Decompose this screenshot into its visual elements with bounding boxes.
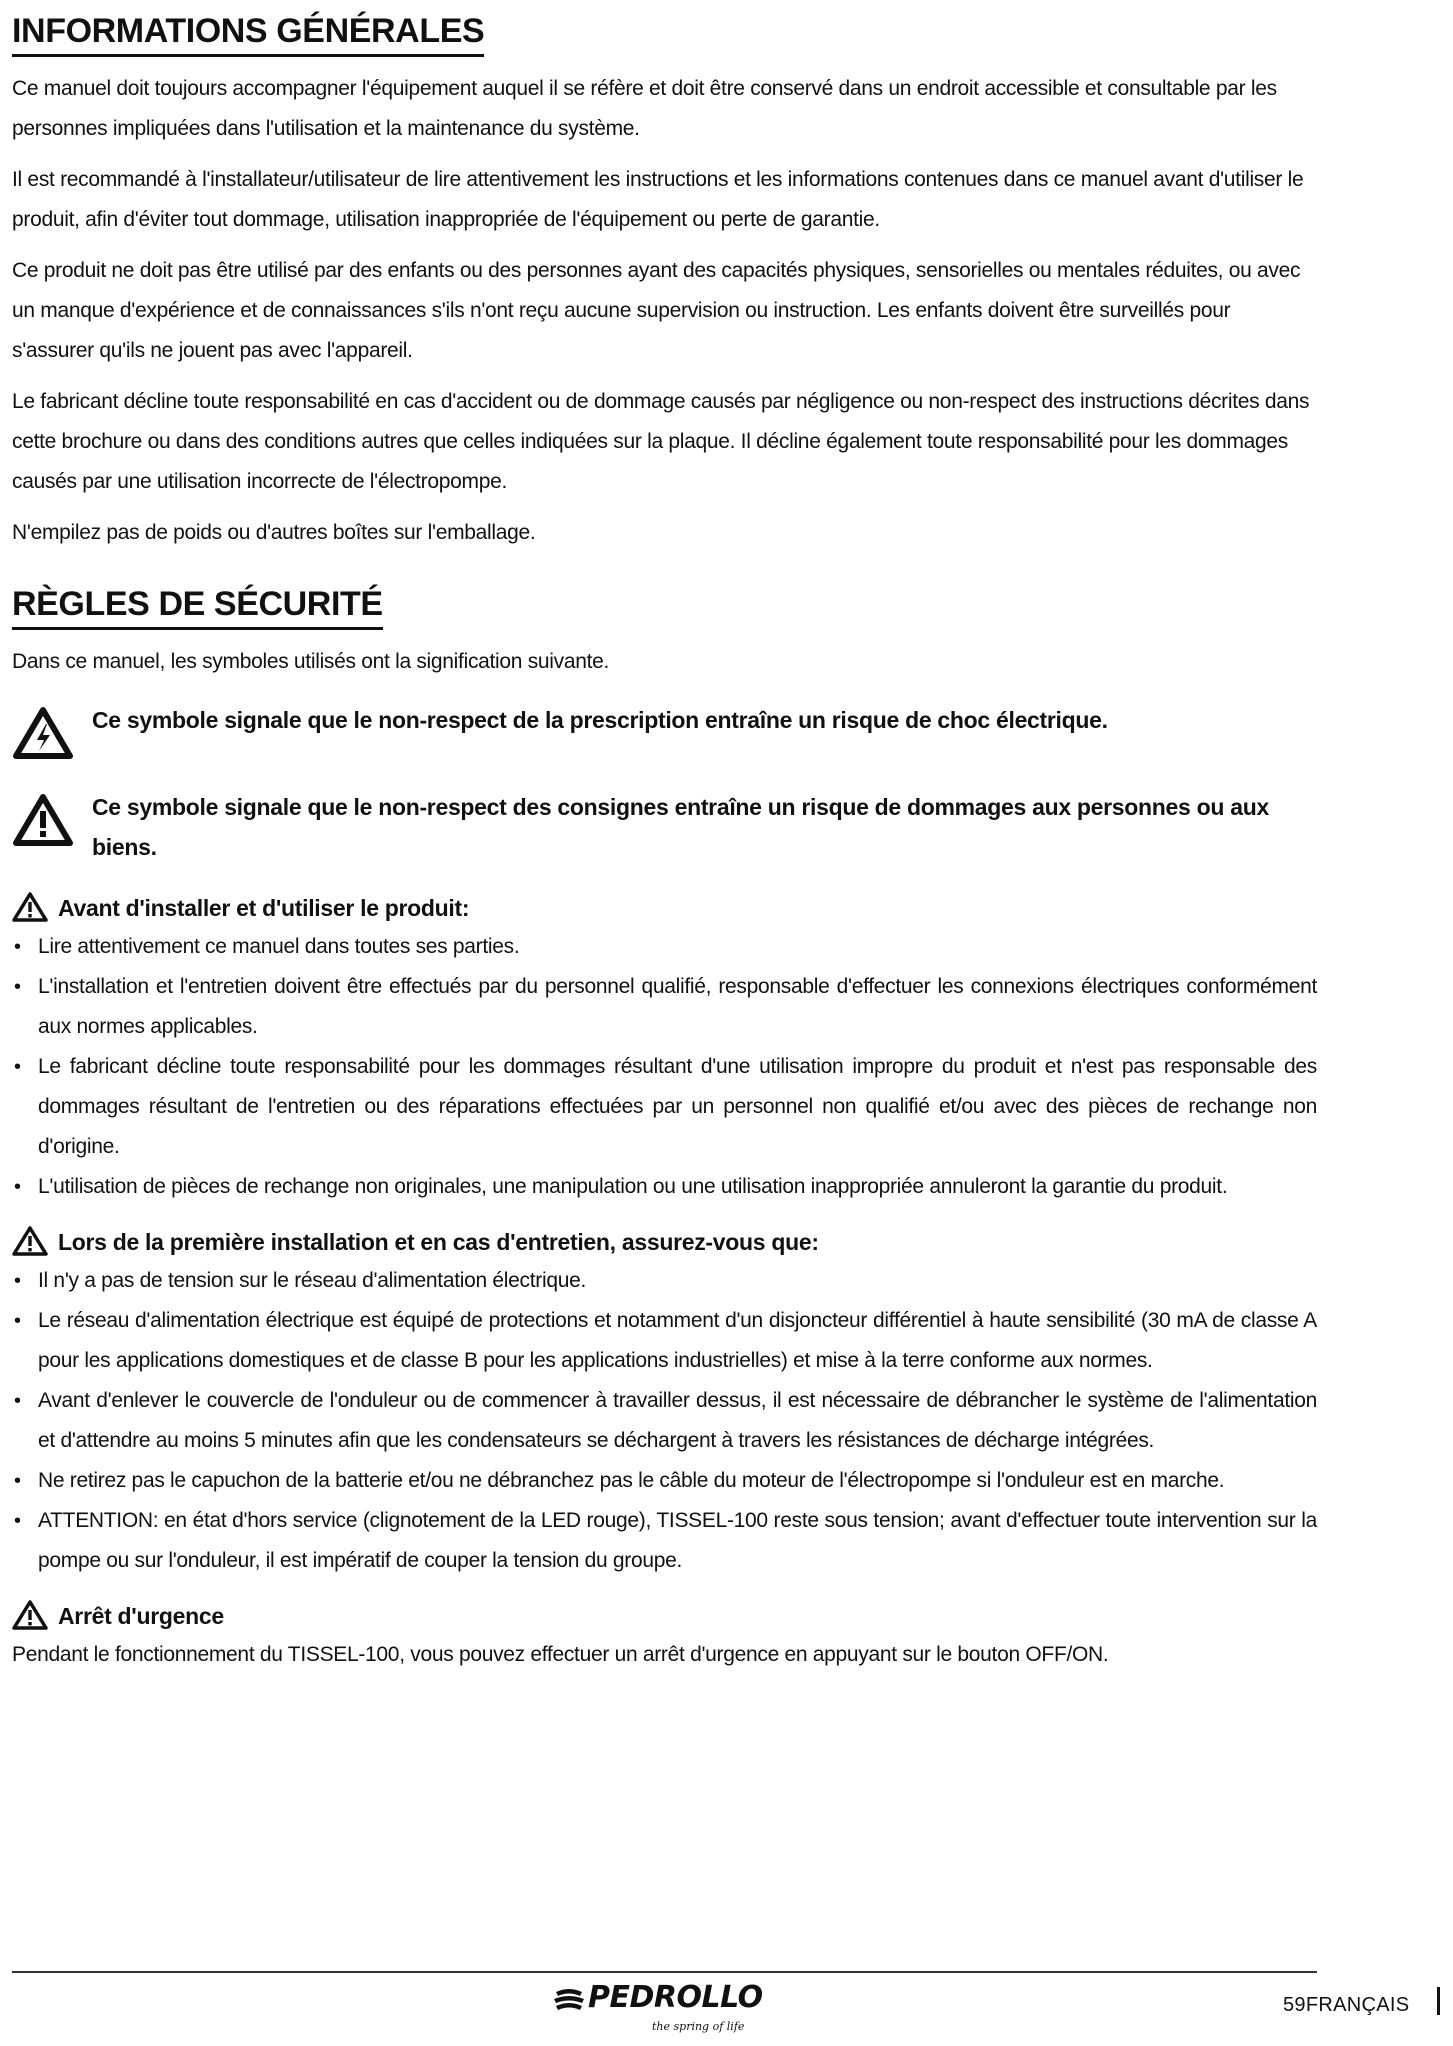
- heading-general-info: INFORMATIONS GÉNÉRALES: [12, 8, 484, 57]
- logo-wordmark: PEDROLLO: [588, 1980, 763, 2015]
- paragraph-5: N'empilez pas de poids ou d'autres boîtes sur l'emballage.: [12, 521, 536, 544]
- logo-tagline: the spring of life: [652, 2020, 745, 2033]
- list-item: • Il n'y a pas de tension sur le réseau d'alimentation électrique.: [12, 1261, 1317, 1301]
- paragraph-2: Il est recommandé à l'installateur/utilisateur de lire attentivement les instructions et les informations contenues dans ce manuel avant d'utiliser le produit, afin d'éviter tout dommage, utilisation inappropriée de l'équipement ou perte de garantie.: [12, 168, 1304, 231]
- symbols-intro: Dans ce manuel, les symboles utilisés ont la signification suivante.: [12, 650, 610, 673]
- symbol-electric-text: Ce symbole signale que le non-respect de la prescription entraîne un risque de choc électrique.: [92, 707, 1108, 733]
- list-item: • Le fabricant décline toute responsabilité pour les dommages résultant d'une utilisation impropre du produit et n'est pas responsable des dommages résultant de l'entretien ou des réparations effectuées par un personnel non qualifié et/ou avec des pièces de rechange non d'origine.: [12, 1047, 1317, 1167]
- paragraph-3: Ce produit ne doit pas être utilisé par des enfants ou des personnes ayant des capacités physiques, sensorielles ou mentales réduites, ou avec un manque d'expérience et de connaissances s'ils n'ont reçu aucune supervision ou instruction. Les enfants doivent être surveillés pour s'assurer qu'ils ne jouent pas avec l'appareil.: [12, 259, 1301, 362]
- list-item: • Ne retirez pas le capuchon de la batterie et/ou ne débranchez pas le câble du moteur de l'électropompe si l'onduleur est en marche.: [12, 1461, 1317, 1501]
- symbol-warning-row: [12, 787, 1317, 867]
- list-first-install: [12, 1261, 1317, 1581]
- logo-mark-icon: [552, 1986, 586, 2016]
- footer-divider: [12, 1971, 1317, 1973]
- warning-icon: [12, 1226, 52, 1258]
- electric-hazard-icon: [12, 706, 92, 765]
- list-before-install: [12, 927, 1317, 1207]
- heading-safety-rules: RÈGLES DE SÉCURITÉ: [12, 581, 383, 630]
- warning-icon: [12, 793, 92, 852]
- list-item: • L'utilisation de pièces de rechange non originales, une manipulation ou une utilisation inappropriée annuleront la garantie du produit.: [12, 1167, 1317, 1207]
- subheading-before-install-text: Avant d'installer et d'utiliser le produit:: [58, 895, 470, 921]
- emergency-text: Pendant le fonctionnement du TISSEL-100, vous pouvez effectuer un arrêt d'urgence en appuyant sur le bouton OFF/ON.: [12, 1643, 1109, 1666]
- list-item: • Le réseau d'alimentation électrique est équipé de protections et notamment d'un disjoncteur différentiel à haute sensibilité (30 mA de classe A pour les applications domestiques et de classe B pour les applications industrielles) et mise à la terre conforme aux normes.: [12, 1301, 1317, 1381]
- symbol-warning-text: Ce symbole signale que le non-respect des consignes entraîne un risque de dommages aux personnes ou aux biens.: [92, 794, 1269, 860]
- list-item: • Avant d'enlever le couvercle de l'onduleur ou de commencer à travailler dessus, il est nécessaire de débrancher le système de l'alimentation et d'attendre au moins 5 minutes afin que les condensateurs se déchargent à travers les résistances de décharge intégrées.: [12, 1381, 1317, 1461]
- subheading-first-install-text: Lors de la première installation et en cas d'entretien, assurez-vous que:: [58, 1229, 819, 1255]
- paragraph-4: Le fabricant décline toute responsabilité en cas d'accident ou de dommage causés par négligence ou non-respect des instructions décrites dans cette brochure ou dans des conditions autres que celles indiquées sur la plaque. Il décline également toute responsabilité pour les dommages causés par une utilisation incorrecte de l'électropompe.: [12, 390, 1310, 493]
- list-item: • ATTENTION: en état d'hors service (clignotement de la LED rouge), TISSEL-100 reste sous tension; avant d'effectuer toute intervention sur la pompe ou sur l'onduleur, il est impératif de couper la tension du groupe.: [12, 1501, 1317, 1581]
- warning-icon: [12, 1600, 52, 1632]
- list-item: • L'installation et l'entretien doivent être effectués par du personnel qualifié, responsable d'effectuer les connexions électriques conformément aux normes applicables.: [12, 967, 1317, 1047]
- page-content: [12, 8, 1317, 1703]
- section-safety-rules: [12, 581, 1317, 1675]
- warning-icon: [12, 892, 52, 924]
- section-general-info: [12, 8, 1317, 553]
- page-number-label: 59FRANÇAIS: [1283, 1994, 1410, 2016]
- subheading-emergency-text: Arrêt d'urgence: [58, 1603, 224, 1629]
- list-item: • Lire attentivement ce manuel dans toutes ses parties.: [12, 927, 1317, 967]
- subheading-emergency: [12, 1597, 1317, 1635]
- subheading-first-install: [12, 1223, 1317, 1261]
- subheading-before-install: [12, 889, 1317, 927]
- pedrollo-logo: [552, 1978, 762, 2038]
- paragraph-1: Ce manuel doit toujours accompagner l'équipement auquel il se réfère et doit être conservé dans un endroit accessible et consultable par les personnes impliquées dans l'utilisation et la maintenance du système.: [12, 77, 1277, 140]
- symbol-electric-row: [12, 700, 1317, 765]
- page-edge-marker: [1437, 1987, 1440, 2015]
